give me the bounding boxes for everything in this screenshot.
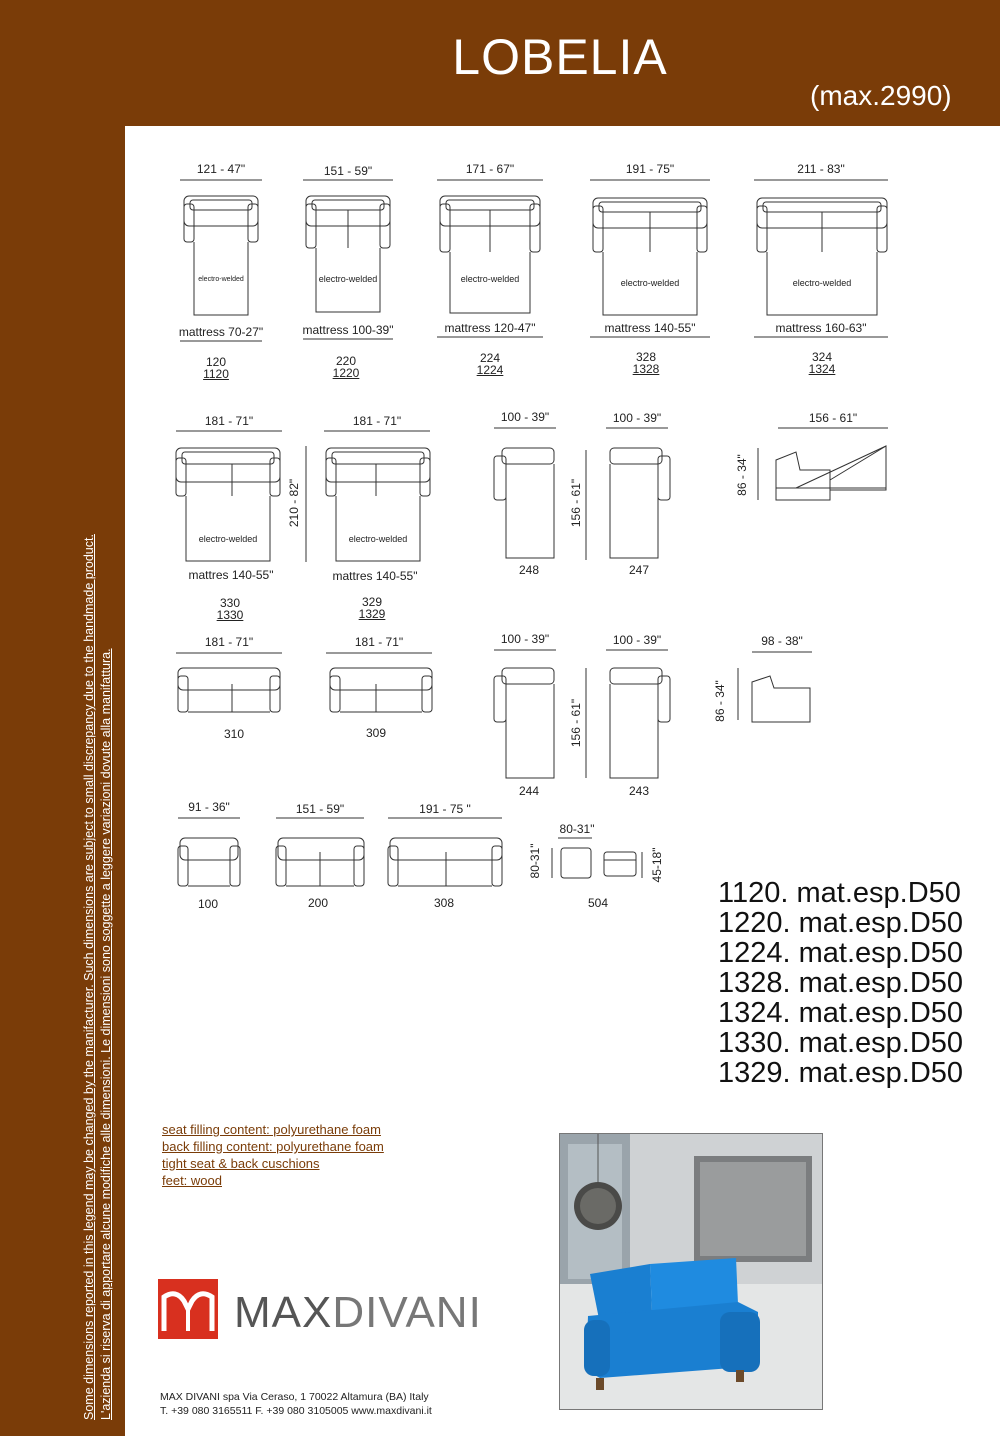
mattress-label: mattress 100-39" [302, 323, 394, 337]
width-label: 91 - 36" [188, 800, 230, 814]
chaise-244 [494, 668, 554, 778]
model-code: 308 [433, 896, 455, 910]
model-code: 220 1220 [332, 354, 360, 380]
depth-label: 80-31" [528, 843, 542, 879]
mattress-code: 1220. mat.esp.D50 [718, 907, 964, 939]
model-code: 120 1120 [203, 355, 229, 381]
mattress-code: 1224. mat.esp.D50 [718, 937, 964, 969]
height-label: 86 - 34" [713, 680, 727, 722]
model-code: 200 [307, 896, 329, 910]
model-code: 100 [197, 897, 219, 911]
width-label: 100 - 39" [612, 411, 662, 425]
product-photo [559, 1133, 823, 1410]
inside-label: electro-welded [620, 278, 680, 288]
pouf-504 [561, 848, 636, 878]
sofa-200 [276, 838, 364, 886]
width-label: 151 - 59" [295, 802, 345, 816]
spec-item: feet: wood [162, 1173, 222, 1188]
chaise-243 [610, 668, 670, 778]
model-code: 504 [587, 896, 609, 910]
height-label: 45-18" [650, 847, 664, 883]
model-code: 244 [518, 784, 540, 798]
width-label: 211 - 83" [797, 162, 845, 176]
mattress-label: mattress 70-27" [178, 325, 264, 339]
depth-label: 156 - 61" [569, 478, 583, 528]
width-label: 100 - 39" [612, 633, 662, 647]
mattress-code: 1330. mat.esp.D50 [718, 1027, 964, 1059]
mattress-code: 1324. mat.esp.D50 [718, 997, 964, 1029]
width-label: 171 - 67" [465, 162, 515, 176]
width-label: 181 - 71" [204, 414, 254, 428]
footer-contacts: T. +39 080 3165511 F. +39 080 3105005 www.maxdivani.it [160, 1405, 432, 1417]
mattress-code: 1120. mat.esp.D50 [718, 877, 961, 909]
mattress-code: 1329. mat.esp.D50 [718, 1057, 964, 1089]
mattress-label: mattres 140-55" [332, 569, 418, 583]
model-code: 248 [518, 563, 540, 577]
width-label: 151 - 59" [323, 164, 373, 178]
width-label: 181 - 71" [204, 635, 254, 649]
width-label: 98 - 38" [761, 634, 803, 648]
mattress-label: mattress 120-47" [444, 321, 536, 335]
height-label: 86 - 34" [735, 454, 749, 496]
model-code: 247 [628, 563, 650, 577]
page-title: LOBELIA [452, 29, 668, 85]
spec-item: tight seat & back cuschions [162, 1156, 320, 1171]
inside-label: electro-welded [460, 274, 520, 284]
model-code: 329 1329 [358, 595, 386, 621]
width-label: 80-31" [559, 822, 595, 836]
brand-wordmark: MAXDIVANI [234, 1288, 482, 1337]
chaise-248 [494, 448, 554, 558]
width-label: 121 - 47" [196, 162, 246, 176]
width-label: 191 - 75 " [419, 802, 471, 816]
width-label: 156 - 61" [808, 411, 858, 425]
sofa-309 [330, 668, 432, 712]
inside-label: electro-welded [198, 534, 258, 544]
mattress-label: mattress 160-63" [775, 321, 867, 335]
inside-label: electro-welded [348, 534, 408, 544]
model-code: 243 [628, 784, 650, 798]
side-view-closed [752, 676, 810, 722]
inside-label: electro-welded [792, 278, 852, 288]
mattress-code: 1328. mat.esp.D50 [718, 967, 964, 999]
armchair-100 [178, 838, 240, 886]
width-label: 191 - 75" [625, 162, 675, 176]
model-code: 310 [223, 727, 245, 741]
model-code: 328 1328 [632, 350, 660, 376]
sofabed-120 [184, 196, 258, 315]
width-label: 181 - 71" [354, 635, 404, 649]
footer-address: MAX DIVANI spa Via Ceraso, 1 70022 Altamura (BA) Italy [160, 1391, 429, 1403]
model-code: 330 1330 [216, 596, 244, 622]
sofabed-224 [440, 196, 540, 313]
side-view-open [776, 446, 886, 500]
spec-list [162, 1121, 384, 1189]
max-note: (max.2990) [810, 80, 952, 111]
mattress-code-list [718, 878, 963, 1088]
sofa-310 [178, 668, 280, 712]
side-note-en: Some dimensions reported in this legend may be changed by the manifacturer. Such dimensions are subject to small discrepancy due to the handmade product. [82, 534, 96, 1420]
sofa-308 [388, 838, 502, 886]
depth-label: 156 - 61" [569, 698, 583, 748]
side-note-it: L'azienda si riserva di apportare alcune modifiche alle dimensioni. Le dimensioni sono soggette a leggere variazioni dovute alla manifattura. [99, 648, 113, 1420]
spec-item: seat filling content: polyurethane foam [162, 1122, 381, 1137]
width-label: 100 - 39" [500, 632, 550, 646]
sofabed-329 [326, 448, 430, 561]
sofabed-324 [757, 198, 887, 315]
mattress-label: mattress 140-55" [604, 321, 696, 335]
footer [160, 1390, 432, 1418]
width-label: 100 - 39" [500, 410, 550, 424]
model-code: 324 1324 [808, 350, 836, 376]
spec-item: back filling content: polyurethane foam [162, 1139, 384, 1154]
maxdivani-logo-icon [158, 1279, 218, 1339]
model-code: 224 1224 [476, 351, 504, 377]
mattress-label: mattres 140-55" [188, 568, 274, 582]
chaise-247 [610, 448, 670, 558]
inside-label: electro-welded [198, 276, 244, 283]
inside-label: electro-welded [318, 274, 378, 284]
sofabed-330 [176, 448, 280, 561]
model-code: 309 [365, 726, 387, 740]
sofabed-328 [593, 198, 707, 315]
width-label: 181 - 71" [352, 414, 402, 428]
sofabed-220 [306, 196, 390, 312]
depth-label: 210 - 82" [287, 478, 301, 528]
